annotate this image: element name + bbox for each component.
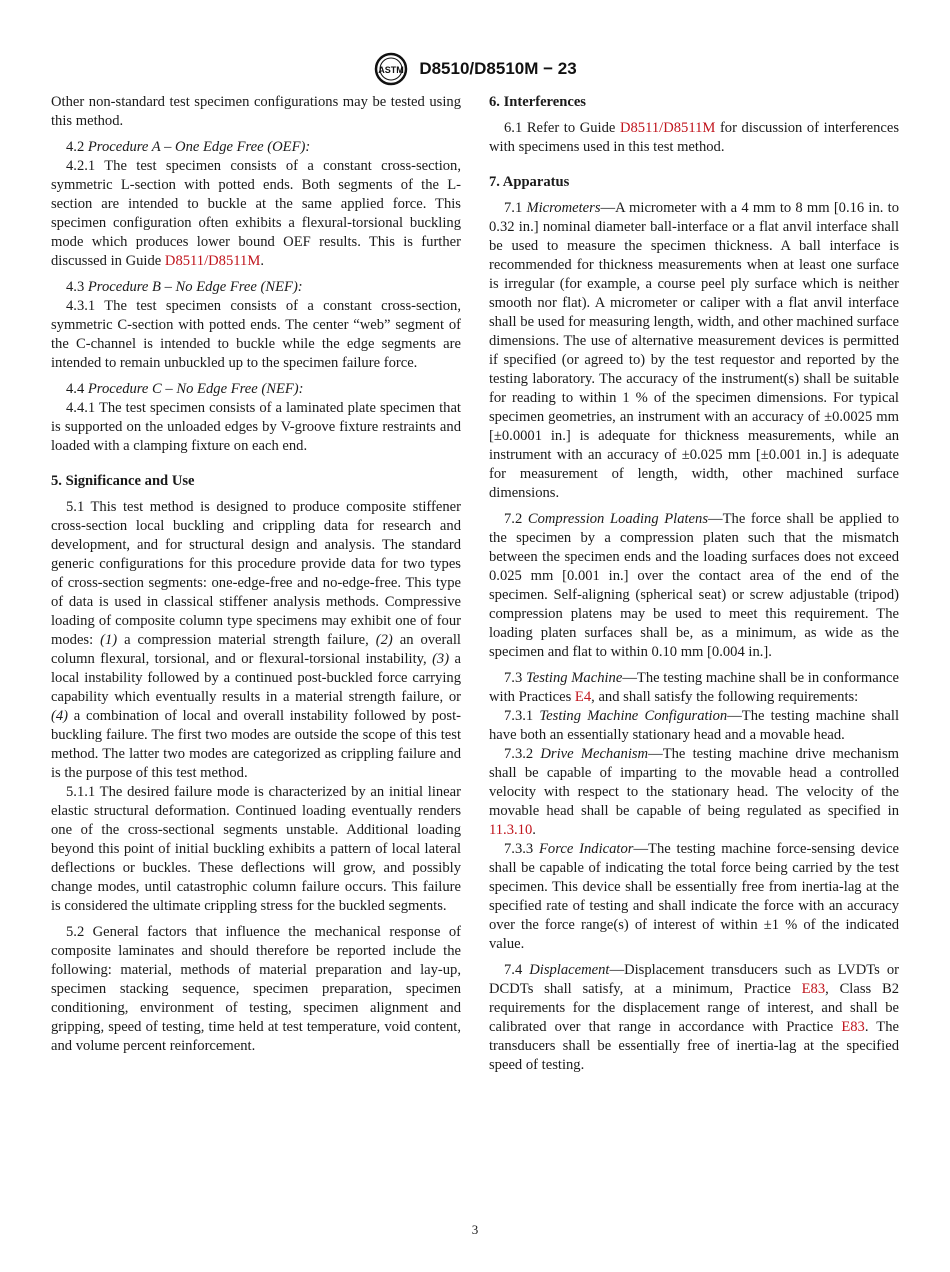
paragraph-5-1-1: 5.1.1 The desired failure mode is characterized by an initial linear elastic structural deformation. Continued loading eventually renders one of the cross-sectional segments unstable. Additional loading beyond this point of initial buckling exhibits a pattern of local lateral deflections or buckles. These deflections will grow, and possibly change modes, until catastrophic column failure occurs. This failure is considered the ultimate crippling stress for the buckled segments.: [51, 784, 461, 914]
section-link[interactable]: 11.3.10: [489, 822, 533, 838]
right-column: [489, 93, 899, 1075]
paragraph-7-2: 7.2 Compression Loading Platens—The force shall be applied to the specimen by a compression platen such that the mismatch between the specimen ends and the loading surfaces does not exceed 0.025 mm [0.001 in.] over the contact area of the end of the specimen. Self-aligning (spherical seat) or screw adjustable (tripod) compression platens may be used to meet this requirement. The loading platen surfaces shall be, as a minimum, as wide as the specimen and flat to within 0.10 mm [0.004 in.].: [489, 511, 899, 660]
practice-link[interactable]: E83: [801, 981, 826, 997]
section-4-3-heading: 4.3 Procedure B – No Edge Free (NEF):: [66, 279, 303, 295]
section-4-4-heading: 4.4 Procedure C – No Edge Free (NEF):: [66, 381, 304, 397]
practice-link[interactable]: E83: [841, 1019, 865, 1035]
paragraph-7-3-1: 7.3.1 Testing Machine Configuration—The testing machine shall have both an essentially stationary head and a movable head.: [489, 708, 899, 743]
paragraph-4-1-continued: Other non-standard test specimen configurations may be tested using this method.: [51, 94, 461, 129]
document-designation: D8510/D8510M − 23: [419, 59, 577, 78]
section-7-heading: 7. Apparatus: [489, 174, 570, 190]
paragraph-4-2-1: 4.2.1 The test specimen consists of a constant cross-section, symmetric L-section with potted ends. Both segments of the L-section are intended to buckle at the same applied force. This specimen configuration often exhibits a flexural-torsional buckling mode which produces lower bound OEF results. This is further discussed in Guide D8511/D8511M.: [51, 158, 461, 269]
section-title: Procedure A – One Edge Free (OEF):: [87, 139, 311, 155]
section-5-heading: 5. Significance and Use: [51, 473, 195, 489]
practice-link[interactable]: E4: [574, 689, 592, 705]
guide-link[interactable]: D8511/D8511M: [164, 253, 261, 269]
guide-link[interactable]: D8511/D8511M: [619, 120, 716, 136]
paragraph-4-4-1: 4.4.1 The test specimen consists of a laminated plate specimen that is supported on the unloaded edges by V-groove fixture restraints and loaded with a clamping fixture on each end.: [51, 400, 461, 454]
astm-logo-icon: [373, 52, 409, 86]
paragraph-7-3: 7.3 Testing Machine—The testing machine shall be in conformance with Practices E4, and shall satisfy the following requirements:: [489, 670, 899, 705]
paragraph-5-2: 5.2 General factors that influence the mechanical response of composite laminates and should therefore be reported include the following: material, methods of material preparation and lay-up, specimen stacking sequence, specimen preparation, specimen conditioning, environment of testing, specimen alignment and gripping, speed of testing, time held at test temperature, void content, and volume percent reinforcement.: [51, 924, 461, 1054]
paragraph-7-4: 7.4 Displacement—Displacement transducers such as LVDTs or DCDTs shall satisfy, at a minimum, Practice E83, Class B2 requirements for the displacement range of interest, and shall be calibrated over that range in accordance with Practice E83. The transducers shall be essentially free of inertia-lag at the specified speed of testing.: [489, 962, 900, 1073]
paragraph-4-3-1: 4.3.1 The test specimen consists of a constant cross-section, symmetric C-section with potted ends. The center “web” segment of the C-channel is intended to buckle while the edge segments are intended to remain unbuckled up to the specimen failure force.: [51, 298, 461, 371]
logo-text: ASTM: [378, 65, 405, 75]
paragraph-7-3-2: 7.3.2 Drive Mechanism—The testing machine drive mechanism shall be capable of imparting to the movable head a controlled velocity with respect to the stationary head. The velocity of the movable head shall be capable of being regulated as specified in 11.3.10.: [489, 746, 899, 838]
paragraph-5-1: 5.1 This test method is designed to produce composite stiffener cross-section local buckling and crippling data for research and development, and for structural design and analysis. The standard generic configurations for this procedure provide data for two types of cross-section segments: one-edge-free and no-edge-free. This type of data is used in classical stiffener analysis methods. Compressive loading of composite column type specimens may exhibit one of four modes: (1) a compression material strength failure, (2) an overall column flexural, torsional, and or flexural-torsional instability, (3) a local instability followed by a continued post-buckled force carrying capability which eventually results in a material strength failure, or (4) a combination of local and overall instability followed by post-buckling failure. The first two modes are outside the scope of this test method. The latter two modes are categorized as crippling failure and is the purpose of this test method.: [51, 499, 461, 781]
left-column: [51, 93, 461, 1056]
section-6-heading: 6. Interferences: [489, 94, 586, 110]
section-number: 4.2: [66, 139, 88, 155]
paragraph-7-1: 7.1 Micrometers—A micrometer with a 4 mm to 8 mm [0.16 in. to 0.32 in.] nominal diameter ball-interface or a flat anvil interface shall be used to measure the specimen thickness. A ball interface is recommended for thickness measurements when at least one surface is irregular (for example, a course peel ply surface which is neither smooth nor flat). A micrometer or caliper with a flat anvil interface shall be used for measuring length, width, and other machined surface dimensions. The use of alternative measurement devices is permitted if specified (or agreed to) by the test requestor and reported by the testing laboratory. The accuracy of the instrument(s) shall be suitable for reading to within 1 % of the specimen dimensions. For typical specimen geometries, an instrument with an accuracy of ±0.0025 mm [±0.0001 in.] is adequate for thickness measurements, while an instrument with an accuracy of ±0.025 mm [±0.001 in.] is adequate for measurement of length, width, other machined surface dimensions.: [489, 200, 900, 501]
page-header: [0, 52, 950, 86]
paragraph-7-3-3: 7.3.3 Force Indicator—The testing machine force-sensing device shall be capable of indicating the total force being carried by the test specimen. This device shall be essentially free from inertia-lag at the specified rate of testing and shall indicate the force with an accuracy over the force range(s) of interest of within ±1 % of the indicated value.: [489, 841, 899, 952]
section-4-2-heading: [51, 138, 461, 157]
page-number: 3: [471, 1222, 479, 1237]
paragraph-6-1: 6.1 Refer to Guide D8511/D8511M for discussion of interferences with specimens used in this test method.: [489, 120, 899, 155]
